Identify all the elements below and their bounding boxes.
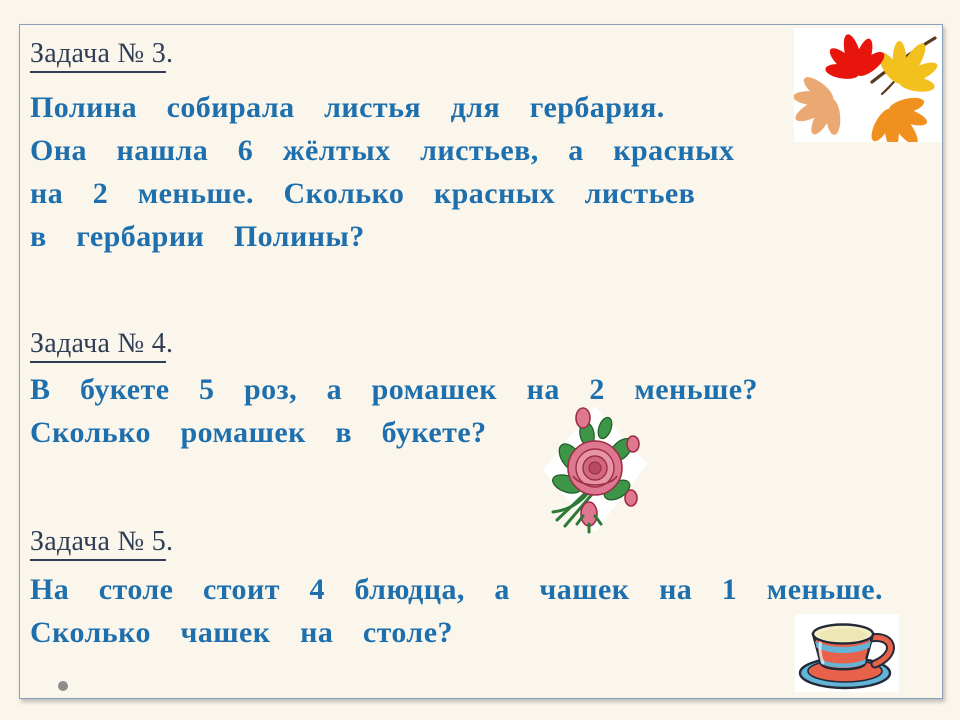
task-5-text xyxy=(30,568,883,654)
text-line: Сколько чашек на столе? xyxy=(30,616,453,649)
text-line: Сколько ромашек в букете? xyxy=(30,416,487,449)
task-3-title-text: Задача № 3 xyxy=(30,38,166,73)
task-4-title-period: . xyxy=(166,328,174,359)
task-5-title xyxy=(30,524,173,560)
text-line: в гербарии Полины? xyxy=(30,220,365,253)
task-5-title-text: Задача № 5 xyxy=(30,526,166,561)
task-3-title-period: . xyxy=(166,38,174,69)
teacup-image xyxy=(795,614,899,692)
text-line: на 2 меньше. Сколько красных листьев xyxy=(30,177,696,210)
text-line: Полина собирала листья для гербария. xyxy=(30,91,665,124)
autumn-leaves-icon xyxy=(794,28,942,142)
teacup-icon xyxy=(795,614,899,692)
task-4-text xyxy=(30,368,758,454)
bullet-dot xyxy=(58,681,68,691)
text-line: На столе стоит 4 блюдца, а чашек на 1 меньше. xyxy=(30,573,883,606)
autumn-leaves-image xyxy=(794,28,942,142)
rose-bouquet-icon xyxy=(543,406,647,536)
task-4-title-text: Задача № 4 xyxy=(30,328,166,363)
rose-bouquet-image xyxy=(543,406,647,536)
text-line: В букете 5 роз, а ромашек на 2 меньше? xyxy=(30,373,759,406)
task-4-title xyxy=(30,326,173,362)
task-3-text xyxy=(30,86,734,258)
task-5-title-period: . xyxy=(166,526,174,557)
text-line: Она нашла 6 жёлтых листьев, а красных xyxy=(30,134,735,167)
task-3-title xyxy=(30,36,173,72)
